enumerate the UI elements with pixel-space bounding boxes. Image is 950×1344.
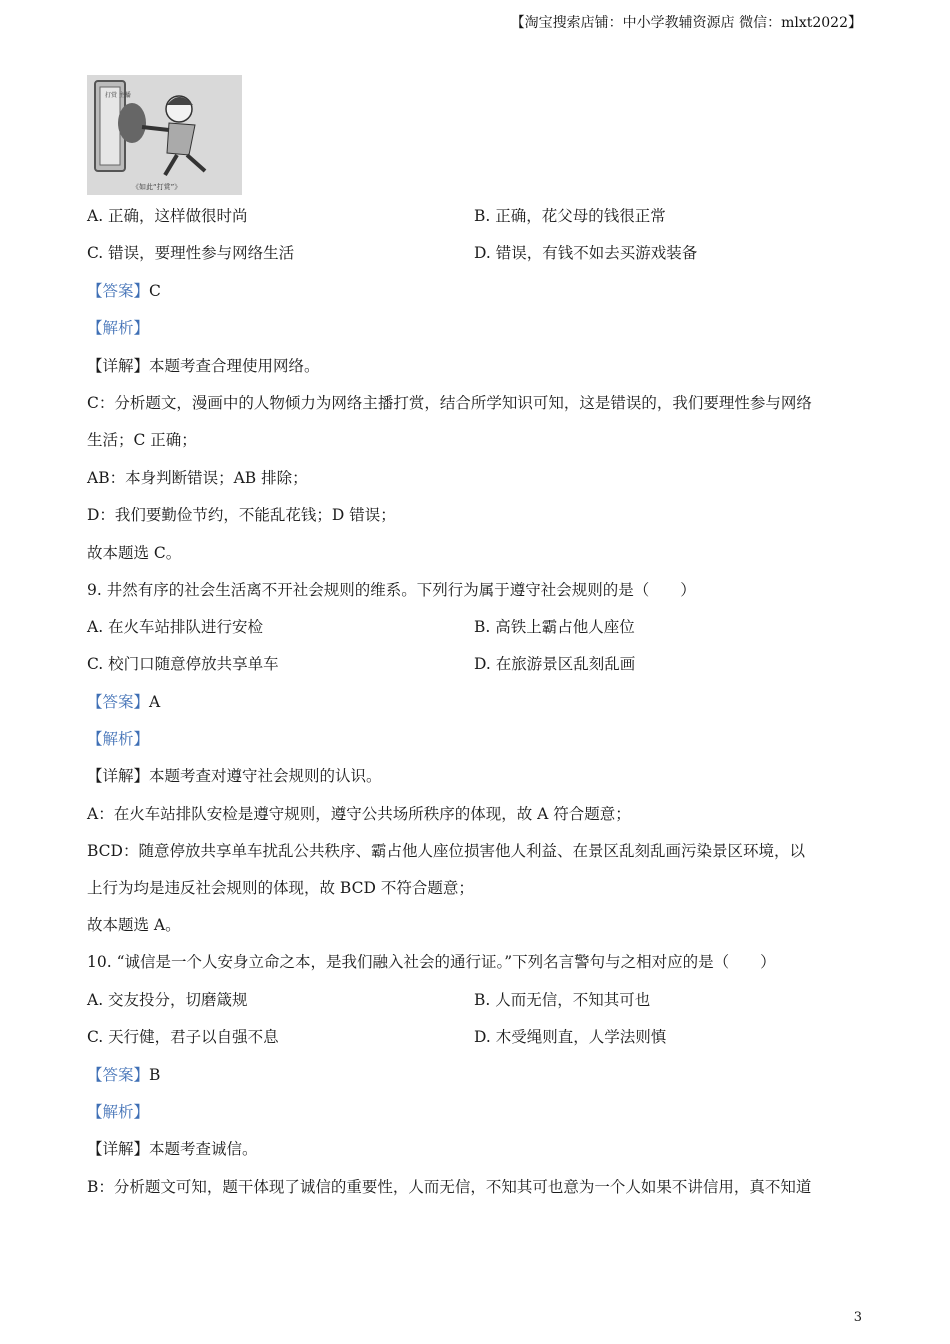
q10-option-a: A. 交友投分，切磨箴规 bbox=[87, 991, 248, 1009]
q10-option-b: B. 人而无信，不知其可也 bbox=[474, 991, 651, 1009]
q9-stem: 9. 井然有序的社会生活离不开社会规则的维系。下列行为属于遵守社会规则的是（ ） bbox=[87, 581, 696, 599]
cartoon-caption: 《如此“打赏”》 bbox=[132, 183, 182, 191]
q9-line: 上行为均是违反社会规则的体现，故 BCD 不符合题意； bbox=[87, 879, 474, 897]
answer-tag: 【答案】 bbox=[87, 1066, 150, 1084]
q8-line: D：我们要勤俭节约，不能乱花钱；D 错误； bbox=[87, 506, 396, 524]
q8-option-b: B. 正确，花父母的钱很正常 bbox=[474, 207, 666, 225]
q10-option-d: D. 木受绳则直，人学法则慎 bbox=[474, 1028, 667, 1046]
q8-line: C：分析题文，漫画中的人物倾力为网络主播打赏，结合所学知识可知，这是错误的，我们要理性参与网络 bbox=[87, 394, 812, 412]
q9-option-d: D. 在旅游景区乱刻乱画 bbox=[474, 655, 636, 673]
q8-line: 故本题选 C。 bbox=[87, 544, 182, 562]
q10-analysis-tag: 【解析】 bbox=[87, 1103, 150, 1121]
q10-option-c: C. 天行健，君子以自强不息 bbox=[87, 1028, 279, 1046]
q8-answer: 【答案】C bbox=[87, 282, 161, 300]
q9-line: A：在火车站排队安检是遵守规则，遵守公共场所秩序的体现，故 A 符合题意； bbox=[87, 805, 631, 823]
q10-stem: 10. “诚信是一个人安身立命之本，是我们融入社会的通行证。”下列名言警句与之相对应的是（ ） bbox=[87, 953, 776, 971]
q9-option-a: A. 在火车站排队进行安检 bbox=[87, 618, 264, 636]
q9-analysis-tag: 【解析】 bbox=[87, 730, 150, 748]
q8-option-c: C. 错误，要理性参与网络生活 bbox=[87, 244, 295, 262]
q9-line: 故本题选 A。 bbox=[87, 916, 181, 934]
q8-option-d: D. 错误，有钱不如去买游戏装备 bbox=[474, 244, 698, 262]
q9-option-c: C. 校门口随意停放共享单车 bbox=[87, 655, 279, 673]
q8-option-a: A. 正确，这样做很时尚 bbox=[87, 207, 248, 225]
q9-option-b: B. 高铁上霸占他人座位 bbox=[474, 618, 635, 636]
q10-detail: 【详解】本题考查诚信。 bbox=[87, 1140, 258, 1158]
answer-tag: 【答案】 bbox=[87, 693, 150, 711]
q8-analysis-tag: 【解析】 bbox=[87, 319, 150, 337]
cartoon-sign: 打赏 主播 bbox=[105, 92, 131, 99]
answer-tag: 【答案】 bbox=[87, 282, 150, 300]
page-number: 3 bbox=[853, 1310, 862, 1325]
cartoon-image bbox=[87, 75, 242, 195]
q9-detail: 【详解】本题考查对遵守社会规则的认识。 bbox=[87, 767, 382, 785]
q8-line: 生活；C 正确； bbox=[87, 431, 197, 449]
q8-line: AB：本身判断错误；AB 排除； bbox=[87, 469, 308, 487]
q10-answer: 【答案】B bbox=[87, 1066, 161, 1084]
q9-line: BCD：随意停放共享单车扰乱公共秩序、霸占他人座位损害他人利益、在景区乱刻乱画污染景区环境，以 bbox=[87, 842, 805, 860]
q8-detail: 【详解】本题考查合理使用网络。 bbox=[87, 357, 320, 375]
q10-line: B：分析题文可知，题干体现了诚信的重要性，人而无信，不知其可也意为一个人如果不讲信用，真不知道 bbox=[87, 1178, 812, 1196]
q9-answer: 【答案】A bbox=[87, 693, 161, 711]
page-header: 【淘宝搜索店铺：中小学教辅资源店 微信：mlxt2022】 bbox=[510, 15, 862, 31]
